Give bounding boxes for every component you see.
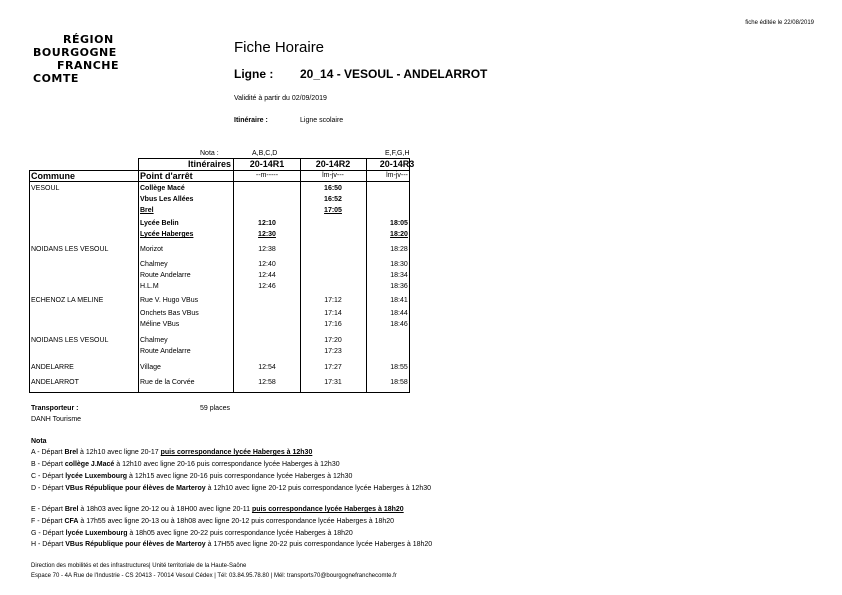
table-row <box>0 220 842 231</box>
time-cell: 17:27 <box>324 364 342 371</box>
time-cell: 17:12 <box>324 297 342 304</box>
table-row <box>0 246 842 257</box>
note-prefix: G - Départ <box>31 530 66 537</box>
arret-cell: Route Andelarre <box>140 348 191 355</box>
arret-cell: Lycée Haberges <box>140 231 194 238</box>
column-code: 20-14R3 <box>379 159 415 169</box>
time-cell: 16:50 <box>324 185 342 192</box>
arret-cell: Rue V. Hugo VBus <box>140 297 199 304</box>
commune-cell: NOIDANS LES VESOUL <box>31 246 109 253</box>
arret-cell: Onchets Bas VBus <box>140 310 199 317</box>
note-line <box>31 518 394 525</box>
note-stop: CFA <box>64 518 79 525</box>
time-cell: 12:54 <box>258 364 276 371</box>
arret-cell: Méline VBus <box>140 321 180 328</box>
arret-cell: Brel <box>140 207 154 214</box>
footer-line: Espace 70 - 4A Rue de l'Industrie - CS 20413 - 70014 Vesoul Cédex | Tél: 03.84.95.78.80 | Mél: transports70@bourgognefranchecomte.fr <box>31 573 397 579</box>
time-cell: 17:23 <box>324 348 342 355</box>
arret-cell: Village <box>140 364 161 371</box>
note-prefix: C - Départ <box>31 473 66 480</box>
table-row <box>0 379 842 390</box>
note-line <box>31 485 431 492</box>
time-cell: 18:58 <box>390 379 408 386</box>
arret-header: Point d'arrêt <box>140 171 193 181</box>
time-cell: 17:14 <box>324 310 342 317</box>
table-row <box>0 337 842 348</box>
table-row <box>0 196 842 207</box>
note-text: à 17H55 avec ligne 20-22 puis correspondance lycée Haberges à 18h20 <box>205 541 433 548</box>
arret-cell: Morizot <box>140 246 163 253</box>
note-line <box>31 461 340 468</box>
note-text: à 17h55 avec ligne 20-13 ou à 18h08 avec ligne 20-12 puis correspondance lycée Haberges à 18h20 <box>78 518 395 525</box>
time-cell: 18:30 <box>390 261 408 268</box>
time-cell: 18:28 <box>390 246 408 253</box>
table-row <box>0 283 842 294</box>
note-prefix: F - Départ <box>31 518 65 525</box>
table-row <box>0 261 842 272</box>
note-prefix: E - Départ <box>31 506 65 513</box>
page-title: Fiche Horaire <box>234 39 325 56</box>
time-cell: 12:40 <box>258 261 276 268</box>
note-correspondance: puis correspondance lycée Haberges à 12h30 <box>160 449 313 456</box>
column-days: lm-jv--- <box>322 172 344 179</box>
table-row <box>0 310 842 321</box>
column-code: 20-14R1 <box>249 159 285 169</box>
note-stop: VBus République pour élèves de Marteroy <box>65 541 206 548</box>
time-cell: 17:05 <box>324 207 342 214</box>
logo-line: FRANCHE <box>57 59 119 72</box>
table-row <box>0 297 842 308</box>
table-row <box>0 207 842 218</box>
note-prefix: H - Départ <box>31 541 66 548</box>
time-cell: 17:20 <box>324 337 342 344</box>
time-cell: 18:36 <box>390 283 408 290</box>
itineraires-header: Itinéraires <box>187 159 231 169</box>
note-line <box>31 473 352 480</box>
column-days: lm-jv--- <box>386 172 408 179</box>
note-stop: lycée Luxembourg <box>65 530 128 537</box>
note-line <box>31 506 404 513</box>
commune-cell: ANDELARRE <box>31 364 74 371</box>
arret-cell: H.L.M <box>140 283 159 290</box>
time-cell: 17:16 <box>324 321 342 328</box>
note-text: à 12h15 avec ligne 20-16 puis correspondance lycée Haberges à 12h30 <box>127 473 353 480</box>
time-cell: 12:58 <box>258 379 276 386</box>
time-cell: 18:05 <box>390 220 408 227</box>
footer-line: Direction des mobilités et des infrastructures| Unité territoriale de la Haute-Saône <box>31 563 247 569</box>
table-row <box>0 348 842 359</box>
nota-value-r3: E,F,G,H <box>385 150 410 157</box>
note-stop: lycée Luxembourg <box>65 473 128 480</box>
time-cell: 18:41 <box>390 297 408 304</box>
commune-cell: NOIDANS LES VESOUL <box>31 337 109 344</box>
time-cell: 18:46 <box>390 321 408 328</box>
region-logo <box>33 33 119 85</box>
time-cell: 17:31 <box>324 379 342 386</box>
transporteur-name: DANH Tourisme <box>31 416 82 423</box>
transporteur-label: Transporteur : <box>31 405 79 412</box>
note-prefix: B - Départ <box>31 461 65 468</box>
logo-line: RÉGION <box>63 33 114 46</box>
arret-cell: Chalmey <box>140 261 168 268</box>
note-text: à 12h10 avec ligne 20-12 puis correspondance lycée Haberges à 12h30 <box>205 485 431 492</box>
column-code: 20-14R2 <box>315 159 351 169</box>
nota-value-r1: A,B,C,D <box>252 150 278 157</box>
time-cell: 18:34 <box>390 272 408 279</box>
time-cell: 18:44 <box>390 310 408 317</box>
time-cell: 16:52 <box>324 196 342 203</box>
arret-cell: Rue de la Corvée <box>140 379 195 386</box>
logo-line: BOURGOGNE <box>33 46 117 59</box>
table-border <box>29 181 409 182</box>
note-text: à 18h05 avec ligne 20-22 puis correspondance lycée Haberges à 18h20 <box>127 530 353 537</box>
time-cell: 18:55 <box>390 364 408 371</box>
commune-cell: ANDELARROT <box>31 379 79 386</box>
ligne-label: Ligne : <box>234 67 274 81</box>
column-days: --m----- <box>255 172 279 179</box>
commune-header: Commune <box>31 171 76 181</box>
note-line <box>31 449 312 456</box>
note-stop: VBus République pour élèves de Marteroy <box>65 485 206 492</box>
commune-cell: ECHENOZ LA MELINE <box>31 297 104 304</box>
arret-cell: Lycée Belin <box>140 220 179 227</box>
ligne-value: 20_14 - VESOUL - ANDELARROT <box>300 67 488 81</box>
time-cell: 12:38 <box>258 246 276 253</box>
table-row <box>0 321 842 332</box>
arret-cell: Route Andelarre <box>140 272 191 279</box>
table-row <box>0 364 842 375</box>
note-stop: Brel <box>64 506 79 513</box>
note-text: à 12h10 avec ligne 20-17 <box>78 449 161 456</box>
notes-title: Nota <box>31 438 47 445</box>
logo-line: COMTE <box>33 72 79 85</box>
arret-cell: Chalmey <box>140 337 168 344</box>
time-cell: 18:20 <box>390 231 408 238</box>
places-count: 59 places <box>200 405 230 412</box>
note-correspondance: puis correspondance lycée Haberges à 18h20 <box>251 506 404 513</box>
table-row <box>0 272 842 283</box>
note-prefix: D - Départ <box>31 485 66 492</box>
note-prefix: A - Départ <box>31 449 65 456</box>
validite-text: Validité à partir du 02/09/2019 <box>234 95 327 102</box>
nota-label: Nota : <box>200 150 219 157</box>
note-stop: collège J.Macé <box>64 461 115 468</box>
commune-cell: VESOUL <box>31 185 60 192</box>
note-line <box>31 530 353 537</box>
note-text: à 12h10 avec ligne 20-16 puis correspondance lycée Haberges à 12h30 <box>114 461 340 468</box>
time-cell: 12:10 <box>258 220 276 227</box>
time-cell: 12:30 <box>258 231 276 238</box>
note-text: à 18h03 avec ligne 20-12 ou à 18H00 avec ligne 20-11 <box>78 506 252 513</box>
itineraire-label: Itinéraire : <box>234 117 268 124</box>
table-row <box>0 185 842 196</box>
itineraire-value: Ligne scolaire <box>300 117 344 124</box>
table-border <box>29 392 409 393</box>
time-cell: 12:44 <box>258 272 276 279</box>
note-stop: Brel <box>64 449 79 456</box>
note-line <box>31 541 432 548</box>
table-row <box>0 231 842 242</box>
arret-cell: Vbus Les Allées <box>140 196 194 203</box>
edited-date: fiche éditée le 22/08/2019 <box>745 20 814 26</box>
table-border <box>29 170 409 171</box>
time-cell: 12:46 <box>258 283 276 290</box>
arret-cell: Collège Macé <box>140 185 185 192</box>
